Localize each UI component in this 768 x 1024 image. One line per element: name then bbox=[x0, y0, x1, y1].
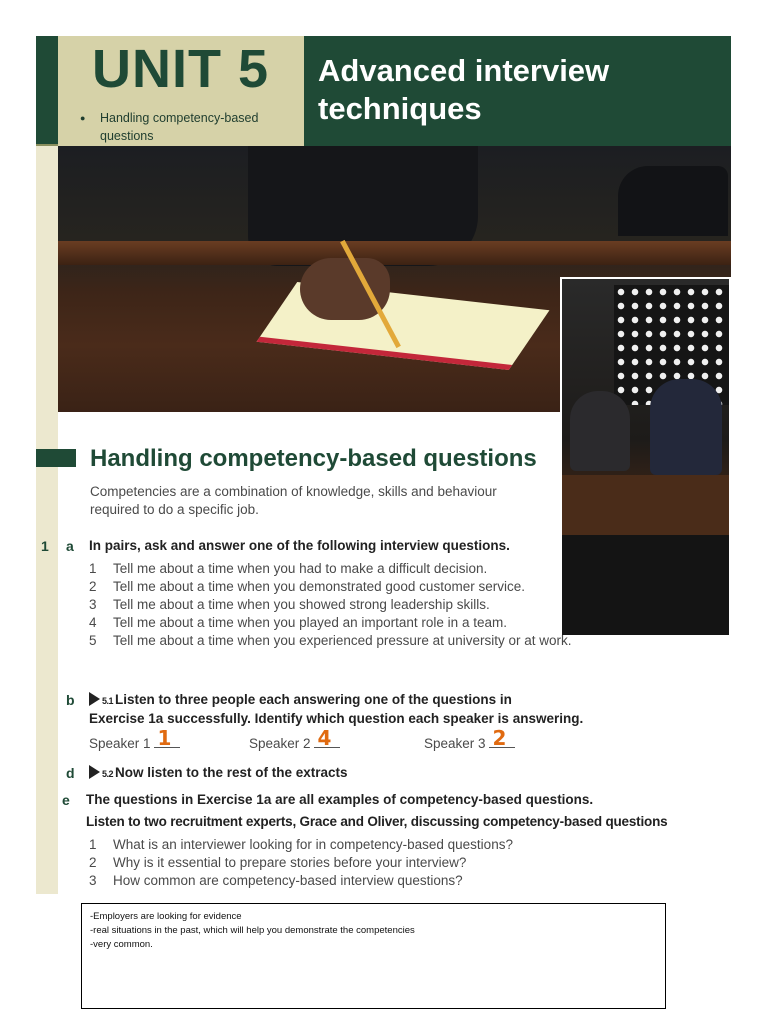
answer-line: -Employers are looking for evidence bbox=[90, 911, 242, 922]
exercise-1d-instruction: 5.2 Now listen to the rest of the extracts bbox=[89, 765, 348, 780]
left-margin-strip bbox=[36, 146, 58, 894]
audio-play-icon[interactable] bbox=[89, 692, 100, 706]
unit-title bbox=[318, 52, 609, 128]
answer-blank[interactable] bbox=[314, 726, 340, 750]
question-item: 3 Tell me about a time when you showed strong leadership skills. bbox=[89, 597, 490, 612]
question-item: 3 How common are competency-based interview questions? bbox=[89, 873, 463, 888]
answer-blank[interactable] bbox=[489, 726, 515, 750]
answer-line: -real situations in the past, which will help you demonstrate the competencies bbox=[90, 925, 415, 936]
handwritten-answer: 1 bbox=[157, 726, 172, 750]
speaker-answer-3: Speaker 3 2 bbox=[424, 734, 515, 751]
track-number: 5.2 bbox=[102, 769, 114, 779]
unit-title-line2: techniques bbox=[318, 91, 482, 126]
answer-line: -very common. bbox=[90, 939, 153, 950]
exercise-letter-a: a bbox=[66, 538, 74, 554]
unit-title-line1: Advanced interview bbox=[318, 53, 610, 88]
exercise-1a-instruction: In pairs, ask and answer one of the following interview questions. bbox=[89, 538, 510, 553]
handwritten-answer: 4 bbox=[317, 726, 332, 750]
answer-blank[interactable] bbox=[154, 726, 180, 750]
exercise-1a-questions bbox=[89, 560, 572, 650]
question-item: 1 What is an interviewer looking for in competency-based questions? bbox=[89, 837, 513, 852]
speaker-answer-2: Speaker 2 4 bbox=[249, 734, 340, 751]
section-marker bbox=[36, 449, 76, 467]
exercise-number: 1 bbox=[41, 538, 49, 554]
topic-item: ● Handling competency-based questions bbox=[80, 109, 300, 145]
exercise-1b-instruction-line1: 5.1 Listen to three people each answering one of the questions in bbox=[89, 692, 512, 707]
question-item: 2 Why is it essential to prepare stories before your interview? bbox=[89, 855, 467, 870]
answer-text-box[interactable] bbox=[81, 903, 666, 1009]
exercise-1e-instruction-line1: The questions in Exercise 1a are all examples of competency-based questions. bbox=[86, 792, 594, 807]
exercise-letter-d: d bbox=[66, 765, 75, 781]
audio-play-icon[interactable] bbox=[89, 765, 100, 779]
section-intro: Competencies are a combination of knowledge, skills and behaviour required to do a specific job. bbox=[90, 484, 497, 517]
question-item: 2 Tell me about a time when you demonstrated good customer service. bbox=[89, 579, 525, 594]
question-item: 5 Tell me about a time when you experienced pressure at university or at work. bbox=[89, 633, 572, 648]
interview-panel-photo bbox=[560, 277, 731, 637]
speaker-answer-1: Speaker 1 1 bbox=[89, 734, 180, 751]
exercise-1b-instruction-line2: Exercise 1a successfully. Identify which question each speaker is answering. bbox=[89, 711, 584, 726]
question-item: 4 Tell me about a time when you played an important role in a team. bbox=[89, 615, 507, 630]
exercise-letter-b: b bbox=[66, 692, 75, 708]
track-number: 5.1 bbox=[102, 696, 114, 706]
handwritten-answer: 2 bbox=[492, 726, 507, 750]
question-item: 1 Tell me about a time when you had to make a difficult decision. bbox=[89, 561, 488, 576]
section-title: Handling competency-based questions bbox=[90, 445, 537, 472]
exercise-1e-questions bbox=[89, 836, 559, 890]
exercise-1e-instruction-line2: Listen to two recruitment experts, Grace and Oliver, discussing competency-based questions bbox=[86, 814, 668, 829]
exercise-letter-e: e bbox=[62, 792, 70, 808]
left-margin-band bbox=[36, 36, 58, 146]
unit-label: UNIT 5 bbox=[92, 39, 270, 99]
